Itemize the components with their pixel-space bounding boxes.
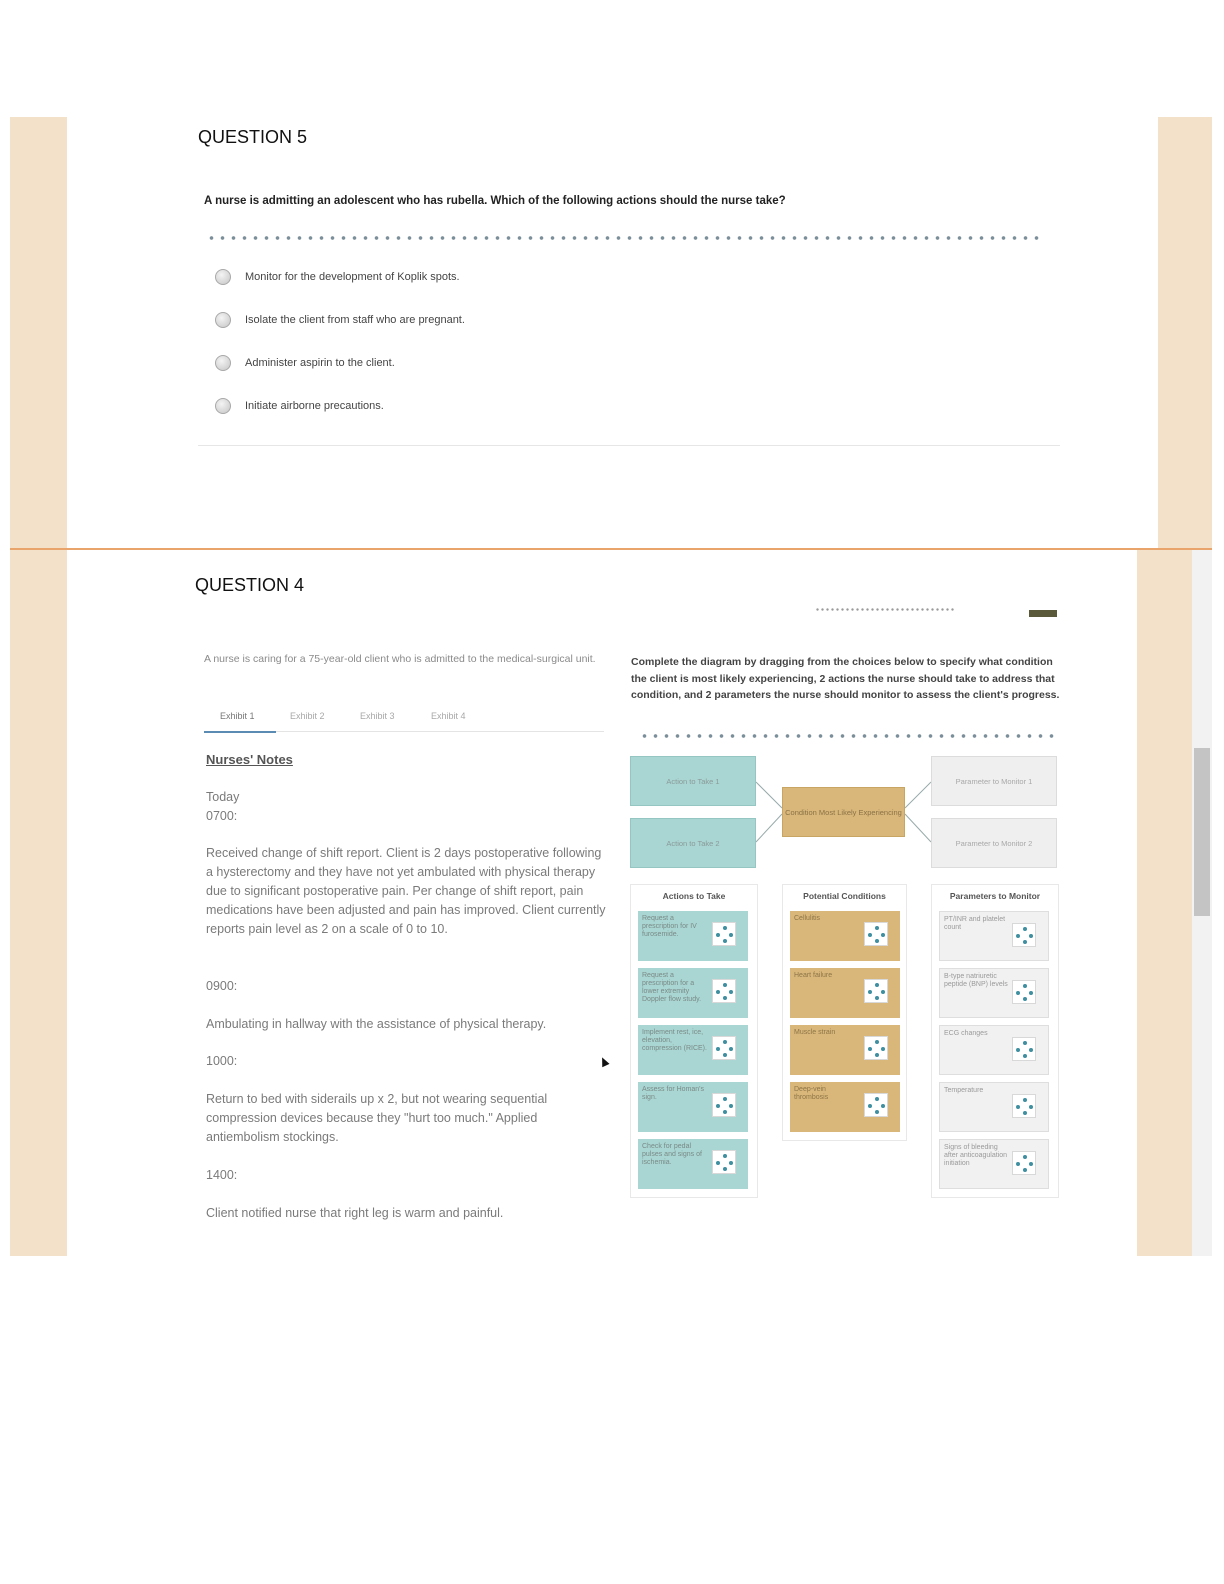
- condition-card[interactable]: [790, 968, 900, 1018]
- dropzone-condition[interactable]: Condition Most Likely Experiencing: [782, 787, 905, 837]
- case-intro: A nurse is caring for a 75-year-old client who is admitted to the medical-surgical unit.: [204, 653, 596, 665]
- card-label: Request a prescription for IV furosemide.: [642, 915, 697, 938]
- move-icon[interactable]: [864, 1036, 888, 1060]
- option-4[interactable]: [215, 398, 384, 414]
- move-icon[interactable]: [712, 922, 736, 946]
- note-time: Today 0700:: [206, 790, 240, 823]
- note-entry: Return to bed with siderails up x 2, but not wearing sequential compression devices because they "hurt too much." Applied antiembolism stockings.: [206, 1092, 548, 1144]
- card-label: Muscle strain: [794, 1029, 836, 1036]
- radio-button[interactable]: [215, 269, 231, 285]
- note-time: 1000:: [206, 1054, 238, 1068]
- nurses-notes-title: Nurses' Notes: [206, 752, 293, 767]
- question-5-title: QUESTION 5: [198, 127, 308, 147]
- move-icon[interactable]: [1012, 1037, 1036, 1061]
- move-icon[interactable]: [712, 979, 736, 1003]
- note-entry: Client notified nurse that right leg is warm and painful.: [206, 1206, 504, 1220]
- move-icon[interactable]: [1012, 1151, 1036, 1175]
- left-margin: [10, 117, 67, 548]
- radio-button[interactable]: [215, 355, 231, 371]
- question-4-panel: [10, 548, 1212, 1256]
- move-icon[interactable]: [712, 1036, 736, 1060]
- dropzone-action-1[interactable]: Action to Take 1: [630, 756, 756, 806]
- action-card[interactable]: [638, 1082, 748, 1132]
- tab-exhibit-1[interactable]: Exhibit 1: [220, 711, 255, 721]
- move-icon[interactable]: [864, 922, 888, 946]
- card-label: Implement rest, ice, elevation, compression (RICE).: [642, 1029, 707, 1052]
- card-label: ECG changes: [944, 1030, 988, 1037]
- move-icon[interactable]: [1012, 980, 1036, 1004]
- dropzone-action-2[interactable]: Action to Take 2: [630, 818, 756, 868]
- actions-column: [630, 884, 758, 1198]
- move-icon[interactable]: [1012, 1094, 1036, 1118]
- separator-dots: [206, 235, 1042, 241]
- option-3[interactable]: [215, 355, 395, 371]
- parameter-card[interactable]: [939, 1082, 1049, 1132]
- card-label: Request a prescription for a lower extremity Doppler flow study.: [642, 972, 702, 1003]
- action-card[interactable]: [638, 1025, 748, 1075]
- condition-card[interactable]: [790, 1025, 900, 1075]
- dropzone-parameter-2[interactable]: Parameter to Monitor 2: [931, 818, 1057, 868]
- card-label: PT/INR and platelet count: [944, 916, 1006, 931]
- parameters-column: [931, 884, 1059, 1198]
- parameter-card[interactable]: [939, 1139, 1049, 1189]
- card-label: Assess for Homan's sign.: [642, 1086, 705, 1101]
- parameter-card[interactable]: [939, 968, 1049, 1018]
- column-header: Parameters to Monitor: [949, 891, 1041, 901]
- condition-card[interactable]: [790, 911, 900, 961]
- move-icon[interactable]: [712, 1093, 736, 1117]
- option-label: Initiate airborne precautions.: [245, 400, 384, 412]
- tab-exhibit-2[interactable]: Exhibit 2: [290, 711, 325, 721]
- right-margin: [1158, 117, 1212, 548]
- tab-exhibit-3[interactable]: Exhibit 3: [360, 711, 395, 721]
- question-4-instruction: Complete the diagram by dragging from the choices below to specify what condition the client is most likely experiencing, 2 actions the nurse should take to address that condition, and 2 parameters the nurse should monitor to assess the client's progress.: [631, 656, 1060, 701]
- card-label: Heart failure: [794, 972, 833, 979]
- question-5-stem: A nurse is admitting an adolescent who has rubella. Which of the following actions should the nurse take?: [204, 195, 786, 207]
- option-1[interactable]: [215, 269, 460, 285]
- card-label: B-type natriuretic peptide (BNP) levels: [944, 973, 1008, 988]
- note-time: 0900:: [206, 979, 238, 993]
- note-entry: Received change of shift report. Client is 2 days postoperative following a hysterectomy and they have not yet ambulated with physical therapy due to significant postoperative pain. Per change of shift report, pain medications have been adjusted and pain has improved. Client currently reports pain level as 2 on a scale of 0 to 10.: [206, 846, 606, 936]
- divider: [198, 445, 1060, 446]
- option-2[interactable]: [215, 312, 465, 328]
- card-label: Signs of bleeding after anticoagulation initiation: [944, 1144, 1008, 1167]
- option-label: Isolate the client from staff who are pregnant.: [245, 314, 465, 326]
- radio-button[interactable]: [215, 398, 231, 414]
- action-card[interactable]: [638, 968, 748, 1018]
- question-5-panel: [10, 117, 1212, 548]
- conditions-column: [782, 884, 907, 1141]
- column-header: Potential Conditions: [803, 891, 886, 901]
- card-label: Deep-vein thrombosis: [794, 1086, 829, 1101]
- move-icon[interactable]: [712, 1150, 736, 1174]
- note-entry: Ambulating in hallway with the assistance of physical therapy.: [206, 1017, 547, 1031]
- card-label: Cellulitis: [794, 915, 821, 922]
- action-card[interactable]: [638, 1139, 748, 1189]
- column-header: Actions to Take: [662, 891, 726, 901]
- move-icon[interactable]: [864, 979, 888, 1003]
- radio-button[interactable]: [215, 312, 231, 328]
- parameter-card[interactable]: [939, 911, 1049, 961]
- option-label: Monitor for the development of Koplik spots.: [245, 271, 460, 283]
- condition-card[interactable]: [790, 1082, 900, 1132]
- action-card[interactable]: [638, 911, 748, 961]
- question-4-title: QUESTION 4: [195, 575, 305, 595]
- note-time: 1400:: [206, 1168, 238, 1182]
- card-label: Temperature: [944, 1087, 984, 1094]
- move-icon[interactable]: [1012, 923, 1036, 947]
- parameter-card[interactable]: [939, 1025, 1049, 1075]
- move-icon[interactable]: [864, 1093, 888, 1117]
- card-label: Check for pedal pulses and signs of ischemia.: [642, 1143, 702, 1166]
- dropzone-parameter-1[interactable]: Parameter to Monitor 1: [931, 756, 1057, 806]
- tab-exhibit-4[interactable]: Exhibit 4: [431, 711, 466, 721]
- option-label: Administer aspirin to the client.: [245, 357, 395, 369]
